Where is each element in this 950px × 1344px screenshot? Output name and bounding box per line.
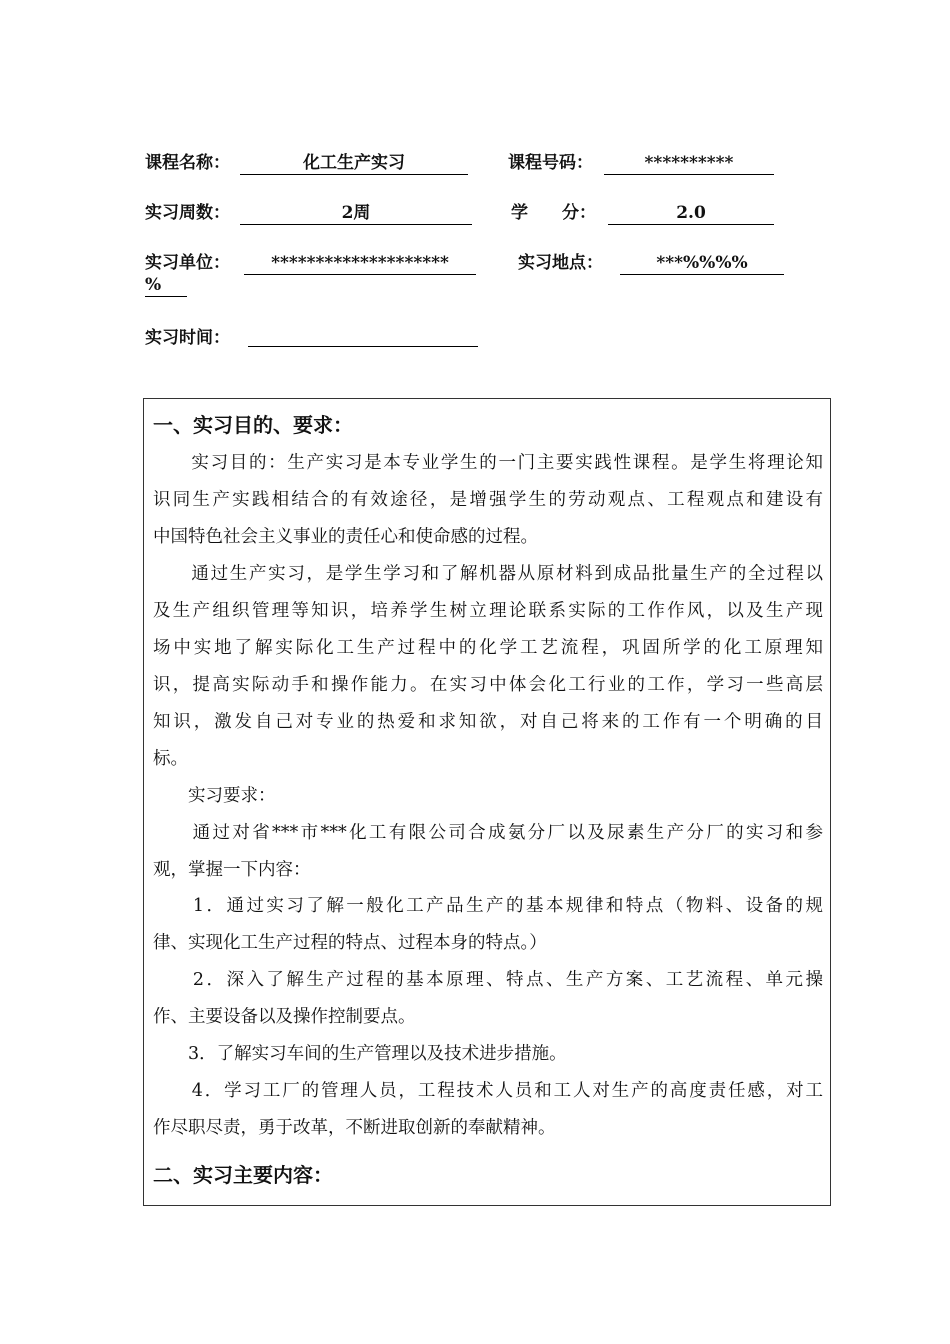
- section1-line: 实习目的：生产实习是本专业学生的一门主要实践性课程。是学生将理论知: [153, 453, 823, 473]
- section1-title: 一、实习目的、要求：: [153, 413, 353, 437]
- time-value: [248, 324, 478, 347]
- location-label: 实习地点：: [518, 253, 603, 273]
- section1-line: 场中实地了解实际化工生产过程中的化学工艺流程，巩固所学的化工原理知: [153, 638, 823, 658]
- time-label: 实习时间：: [145, 328, 230, 348]
- section1-line: 3．了解实习车间的生产管理以及技术进步措施。: [153, 1044, 567, 1064]
- section1-line: 及生产组织管理等知识，培养学生树立理论联系实际的工作作风，以及生产现: [153, 601, 823, 621]
- section1-line: 作尽职尽责，勇于改革，不断进取创新的奉献精神。: [153, 1118, 556, 1138]
- section1-line: 1．通过实习了解一般化工产品生产的基本规律和特点（物料、设备的规: [153, 896, 823, 916]
- section1-line: 观，掌握一下内容：: [153, 860, 311, 880]
- section1-line: 4．学习工厂的管理人员，工程技术人员和工人对生产的高度责任感，对工: [153, 1081, 823, 1101]
- section1-line: 通过生产实习，是学生学习和了解机器从原材料到成品批量生产的全过程以: [153, 564, 823, 584]
- section1-line: 标。: [153, 749, 188, 769]
- section1-line: 知识，激发自己对专业的热爱和求知欲，对自己将来的工作有一个明确的目: [153, 712, 823, 732]
- location-value: ***%%%%: [620, 252, 784, 275]
- course-code-value: **********: [604, 152, 774, 175]
- weeks-value: 2周: [240, 202, 472, 225]
- section1-line: 律、实现化工生产过程的特点、过程本身的特点。）: [153, 933, 547, 953]
- location-value-wrap: %: [145, 274, 187, 297]
- section1-line: 实习要求：: [153, 786, 276, 806]
- credit-label: 学 分：: [511, 203, 596, 223]
- section1-line: 中国特色社会主义事业的责任心和使命感的过程。: [153, 527, 538, 547]
- credit-value: 2.0: [608, 202, 774, 225]
- section1-line: 通过对省***市***化工有限公司合成氨分厂以及尿素生产分厂的实习和参: [153, 823, 823, 843]
- course-code-label: 课程号码：: [508, 153, 593, 173]
- unit-label: 实习单位：: [145, 253, 230, 273]
- section1-line: 识同生产实践相结合的有效途径，是增强学生的劳动观点、工程观点和建设有: [153, 490, 823, 510]
- weeks-label: 实习周数：: [145, 203, 230, 223]
- unit-value: ********************: [244, 252, 476, 275]
- course-name-label: 课程名称：: [145, 153, 230, 173]
- section1-line: 2．深入了解生产过程的基本原理、特点、生产方案、工艺流程、单元操: [153, 970, 823, 990]
- section2-title: 二、实习主要内容：: [153, 1163, 333, 1187]
- section1-line: 识，提高实际动手和操作能力。在实习中体会化工行业的工作，学习一些高层: [153, 675, 823, 695]
- course-name-value: 化工生产实习: [240, 152, 468, 175]
- section1-line: 作、主要设备以及操作控制要点。: [153, 1007, 416, 1027]
